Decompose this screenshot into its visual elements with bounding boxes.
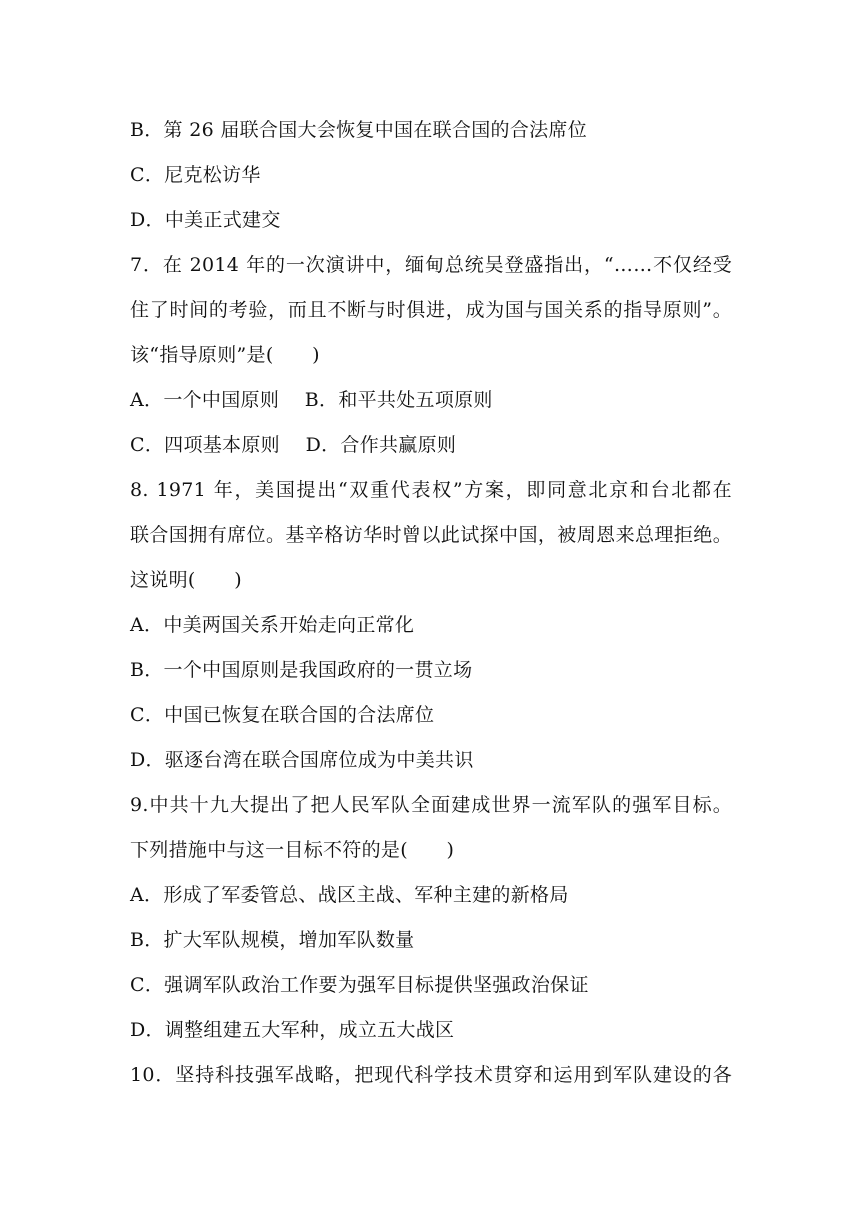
question-8-option-a: A．中美两国关系开始走向正常化 xyxy=(130,614,415,636)
question-10-line-1: 10．坚持科技强军战略，把现代科学技术贯穿和运用到军队建设的各 xyxy=(130,1064,732,1086)
question-7-options-ab: A．一个中国原则 B．和平共处五项原则 xyxy=(130,389,493,411)
question-8-line-1: 8. 1971 年，美国提出“双重代表权”方案，即同意北京和台北都在 xyxy=(130,479,732,501)
option-c-nixon-visit: C．尼克松访华 xyxy=(130,164,261,186)
question-7-line-1: 7．在 2014 年的一次演讲中，缅甸总统吴登盛指出，“……不仅经受 xyxy=(130,254,732,276)
question-7-line-2: 住了时间的考验，而且不断与时俱进，成为国与国关系的指导原则”。 xyxy=(130,299,732,321)
question-9-option-c: C．强调军队政治工作要为强军目标提供坚强政治保证 xyxy=(130,974,589,996)
question-9-option-a: A．形成了军委管总、战区主战、军种主建的新格局 xyxy=(130,884,569,906)
question-8-option-c: C．中国已恢复在联合国的合法席位 xyxy=(130,704,435,726)
question-9-option-d: D．调整组建五大军种，成立五大战区 xyxy=(130,1019,455,1041)
question-8-line-3: 这说明( ) xyxy=(130,569,242,591)
question-9-line-2: 下列措施中与这一目标不符的是( ) xyxy=(130,839,455,861)
question-8-option-b: B．一个中国原则是我国政府的一贯立场 xyxy=(130,659,473,681)
question-8-line-2: 联合国拥有席位。基辛格访华时曾以此试探中国，被周恩来总理拒绝。 xyxy=(130,524,732,546)
question-8-option-d: D．驱逐台湾在联合国席位成为中美共识 xyxy=(130,749,474,771)
question-9-line-1: 9.中共十九大提出了把人民军队全面建成世界一流军队的强军目标。 xyxy=(130,794,732,816)
option-b-un-seat: B．第 26 届联合国大会恢复中国在联合国的合法席位 xyxy=(130,119,588,141)
option-d-diplomatic-ties: D．中美正式建交 xyxy=(130,209,281,231)
question-7-line-3: 该“指导原则”是( ) xyxy=(130,344,320,366)
question-text-block xyxy=(130,108,732,1098)
question-7-options-cd: C．四项基本原则 D．合作共赢原则 xyxy=(130,434,457,456)
question-9-option-b: B．扩大军队规模，增加军队数量 xyxy=(130,929,415,951)
